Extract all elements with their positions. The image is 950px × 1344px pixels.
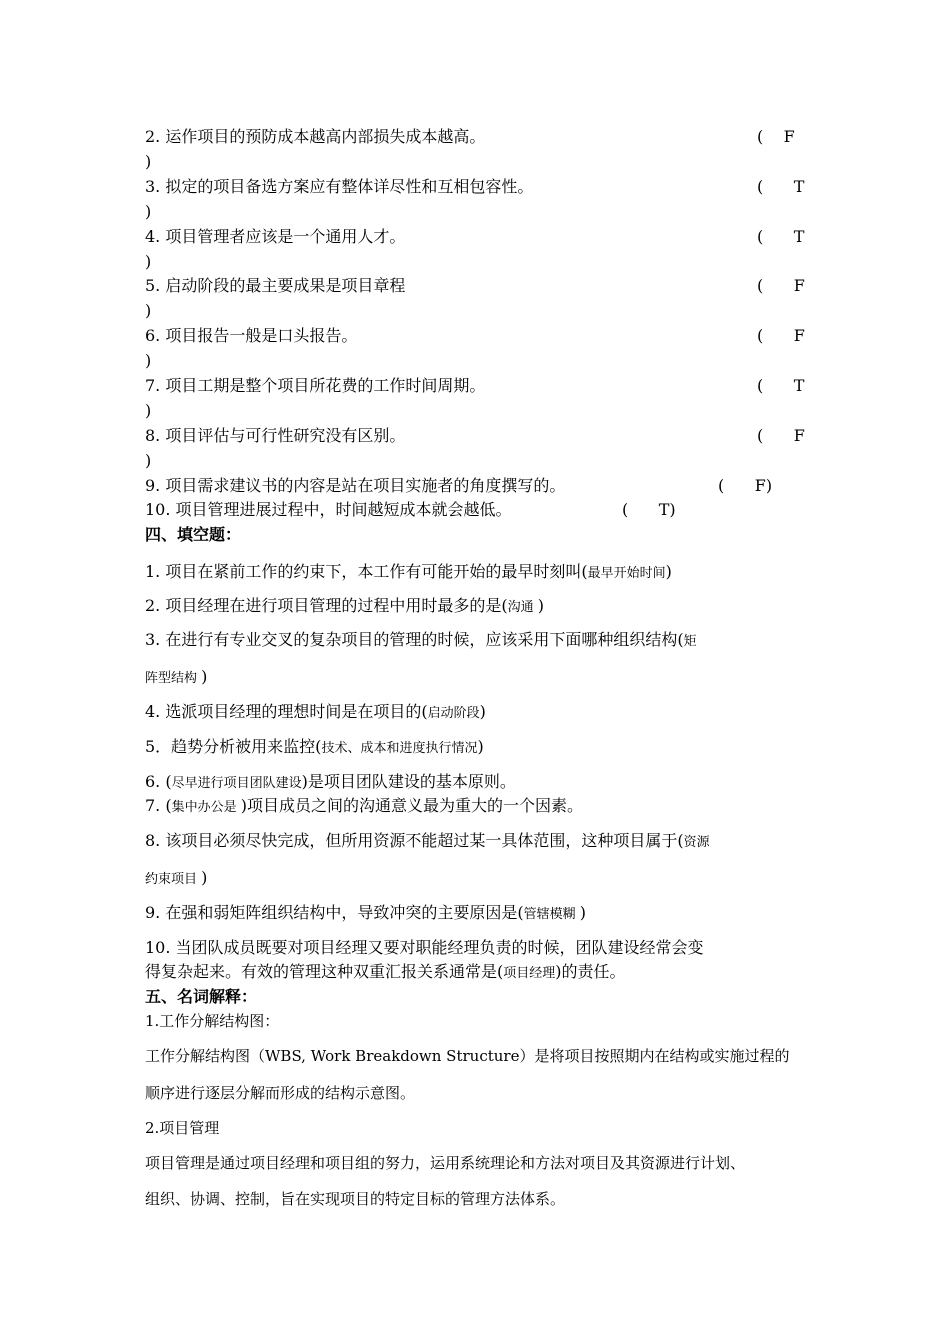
fill-q3-text: 3. 在进行有专业交叉的复杂项目的管理的时候，应该采用下面哪种组织结构( xyxy=(145,630,684,649)
fill-q4-end: ) xyxy=(479,702,486,721)
fill-q10-answer: 项目经理 xyxy=(503,966,556,981)
tf-close-paren: ) xyxy=(145,252,152,271)
fill-q4-answer: 启动阶段 xyxy=(427,706,480,721)
term2-title: 2.项目管理 xyxy=(145,1119,220,1137)
fill-q9-end: ) xyxy=(579,903,586,922)
tf-answer: ( F xyxy=(757,276,805,295)
fill-q6 xyxy=(145,772,516,794)
tf-answer: ( T) xyxy=(622,500,676,519)
fill-q8-cont xyxy=(145,868,207,890)
fill-q2-end: ) xyxy=(537,596,544,615)
fill-q6-text: )是项目团队建设的基本原则。 xyxy=(301,772,516,791)
fill-q8 xyxy=(145,831,710,853)
tf-answer: ( T xyxy=(757,227,805,246)
fill-q7 xyxy=(145,796,583,818)
fill-q3-cont xyxy=(145,667,207,689)
tf-question: 3. 拟定的项目备选方案应有整体详尽性和互相包容性。 xyxy=(145,177,534,196)
fill-q4-text: 4. 选派项目经理的理想时间是在项目的( xyxy=(145,702,428,721)
fill-q9 xyxy=(145,903,586,925)
fill-q1 xyxy=(145,562,672,584)
tf-answer: ( F xyxy=(757,426,805,445)
tf-question: 6. 项目报告一般是口头报告。 xyxy=(145,326,358,345)
tf-close-paren: ) xyxy=(145,152,152,171)
tf-question: 7. 项目工期是整个项目所花费的工作时间周期。 xyxy=(145,376,486,395)
fill-q2-answer: 沟通 xyxy=(507,600,538,615)
term1-line1: 工作分解结构图（WBS, Work Breakdown Structure）是将项目按照期内在结构或实施过程的 xyxy=(145,1047,790,1065)
tf-answer: ( F xyxy=(757,127,795,146)
tf-answer: ( T xyxy=(757,177,805,196)
fill-q1-end: ) xyxy=(665,562,672,581)
tf-question: 2. 运作项目的预防成本越高内部损失成本越高。 xyxy=(145,127,486,146)
tf-answer: ( F) xyxy=(718,476,773,495)
fill-q1-answer: 最早开始时间 xyxy=(587,566,666,581)
fill-q9-answer: 管辖模糊 xyxy=(523,907,580,922)
fill-q10-end: )的责任。 xyxy=(555,962,626,981)
tf-answer: ( F xyxy=(757,326,805,345)
fill-q5 xyxy=(145,737,484,759)
terms-heading: 五、名词解释： xyxy=(145,987,258,1006)
fill-q7-pre: 7. ( xyxy=(145,796,172,815)
fill-q3-answer-part1: 矩 xyxy=(683,634,697,649)
fill-q10-text: 得复杂起来。有效的管理这种双重汇报关系通常是( xyxy=(145,962,504,981)
tf-question: 9. 项目需求建议书的内容是站在项目实施者的角度撰写的。 xyxy=(145,476,566,495)
term2-line1: 项目管理是通过项目经理和项目组的努力，运用系统理论和方法对项目及其资源进行计划、 xyxy=(145,1154,746,1172)
fill-q6-pre: 6. ( xyxy=(145,772,172,791)
tf-close-paren: ) xyxy=(145,351,152,370)
tf-close-paren: ) xyxy=(145,451,152,470)
fill-q8-text: 8. 该项目必须尽快完成，但所用资源不能超过某一具体范围，这种项目属于( xyxy=(145,831,684,850)
fill-q7-text: )项目成员之间的沟通意义最为重大的一个因素。 xyxy=(240,796,583,815)
fill-q5-end: ) xyxy=(477,737,484,756)
fill-q4 xyxy=(145,702,486,724)
fill-q7-answer: 集中办公是 xyxy=(171,800,241,815)
term1-line2: 顺序进行逐层分解而形成的结构示意图。 xyxy=(145,1084,416,1102)
tf-question: 4. 项目管理者应该是一个通用人才。 xyxy=(145,227,406,246)
fill-q3-end: ) xyxy=(201,667,208,686)
fill-q2 xyxy=(145,596,544,618)
fill-q2-text: 2. 项目经理在进行项目管理的过程中用时最多的是( xyxy=(145,596,508,615)
fill-q10-line2 xyxy=(145,962,626,984)
tf-question: 5. 启动阶段的最主要成果是项目章程 xyxy=(145,276,406,295)
tf-question: 8. 项目评估与可行性研究没有区别。 xyxy=(145,426,406,445)
fill-q3-answer-part2: 阵型结构 xyxy=(145,671,202,686)
fill-q5-answer: 技术、成本和进度执行情况 xyxy=(321,741,478,756)
fill-q1-text: 1. 项目在紧前工作的约束下，本工作有可能开始的最早时刻叫( xyxy=(145,562,588,581)
tf-close-paren: ) xyxy=(145,301,152,320)
fill-q8-end: ) xyxy=(201,868,208,887)
term1-title: 1.工作分解结构图： xyxy=(145,1012,280,1030)
tf-close-paren: ) xyxy=(145,401,152,420)
fill-q6-answer: 尽早进行项目团队建设 xyxy=(171,776,302,791)
fill-q5-text: 5．趋势分析被用来监控( xyxy=(145,737,322,756)
tf-answer: ( T xyxy=(757,376,805,395)
fill-q8-answer-part1: 资源 xyxy=(683,835,710,850)
fill-q3 xyxy=(145,630,697,652)
tf-question: 10. 项目管理进展过程中，时间越短成本就会越低。 xyxy=(145,500,512,519)
fill-q9-text: 9. 在强和弱矩阵组织结构中，导致冲突的主要原因是( xyxy=(145,903,524,922)
term2-line2: 组织、协调、控制，旨在实现项目的特定目标的管理方法体系。 xyxy=(145,1190,566,1208)
tf-close-paren: ) xyxy=(145,202,152,221)
fill-heading: 四、填空题： xyxy=(145,525,242,544)
fill-q8-answer-part2: 约束项目 xyxy=(145,872,202,887)
fill-q10-line1: 10. 当团队成员既要对项目经理又要对职能经理负责的时候，团队建设经常会变 xyxy=(145,938,704,957)
